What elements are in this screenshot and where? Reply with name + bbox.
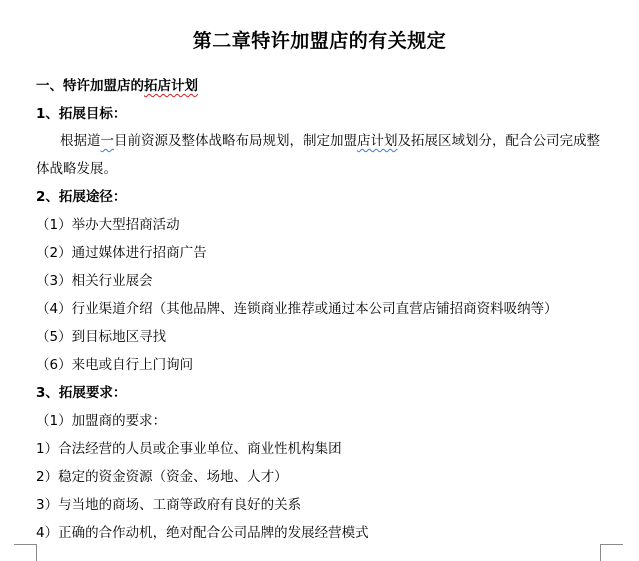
grammar-mark: 一 (100, 133, 114, 149)
requirements-subheading: （1）加盟商的要求： (36, 413, 167, 429)
page-title: 第二章特许加盟店的有关规定 (192, 30, 447, 52)
grammar-mark: 店计划 (357, 133, 398, 149)
list-item: 2）稳定的资金资源（资金、场地、人才） (36, 469, 288, 485)
goal-heading: 1、拓展目标： (36, 106, 127, 122)
goal-text-3: 及拓展区域划分，配合公司完成整体战略发展。 (36, 133, 600, 177)
list-item: 4）正确的合作动机，绝对配合公司品牌的发展经营模式 (36, 525, 369, 541)
list-item: （1）举办大型招商活动 (36, 217, 180, 233)
spellcheck-mark: 拓店计划 (144, 78, 198, 94)
list-item: 3）与当地的商场、工商等政府有良好的关系 (36, 497, 302, 513)
list-item: （2）通过媒体进行招商广告 (36, 245, 207, 261)
list-item: （6）来电或自行上门询问 (36, 357, 194, 373)
list-item: 1）合法经营的人员或企事业单位、商业性机构集团 (36, 441, 342, 457)
list-item: （4）行业渠道介绍（其他品牌、连锁商业推荐或通过本公司直营店铺招商资料吸纳等） (36, 301, 558, 317)
margin-corner-mark (600, 544, 623, 561)
list-item: （3）相关行业展会 (36, 273, 153, 289)
list-item: （5）到目标地区寻找 (36, 329, 167, 345)
section-heading: 一、特许加盟店的拓店计划 (36, 78, 198, 94)
goal-text-2: 目前资源及整体战略布局规划，制定加盟 (114, 133, 357, 149)
margin-corner-mark (14, 544, 37, 561)
goal-text-1: 根据道 (60, 133, 101, 149)
channels-heading: 2、拓展途径： (36, 189, 127, 205)
goal-paragraph (36, 127, 608, 183)
requirements-heading: 3、拓展要求： (36, 385, 127, 401)
